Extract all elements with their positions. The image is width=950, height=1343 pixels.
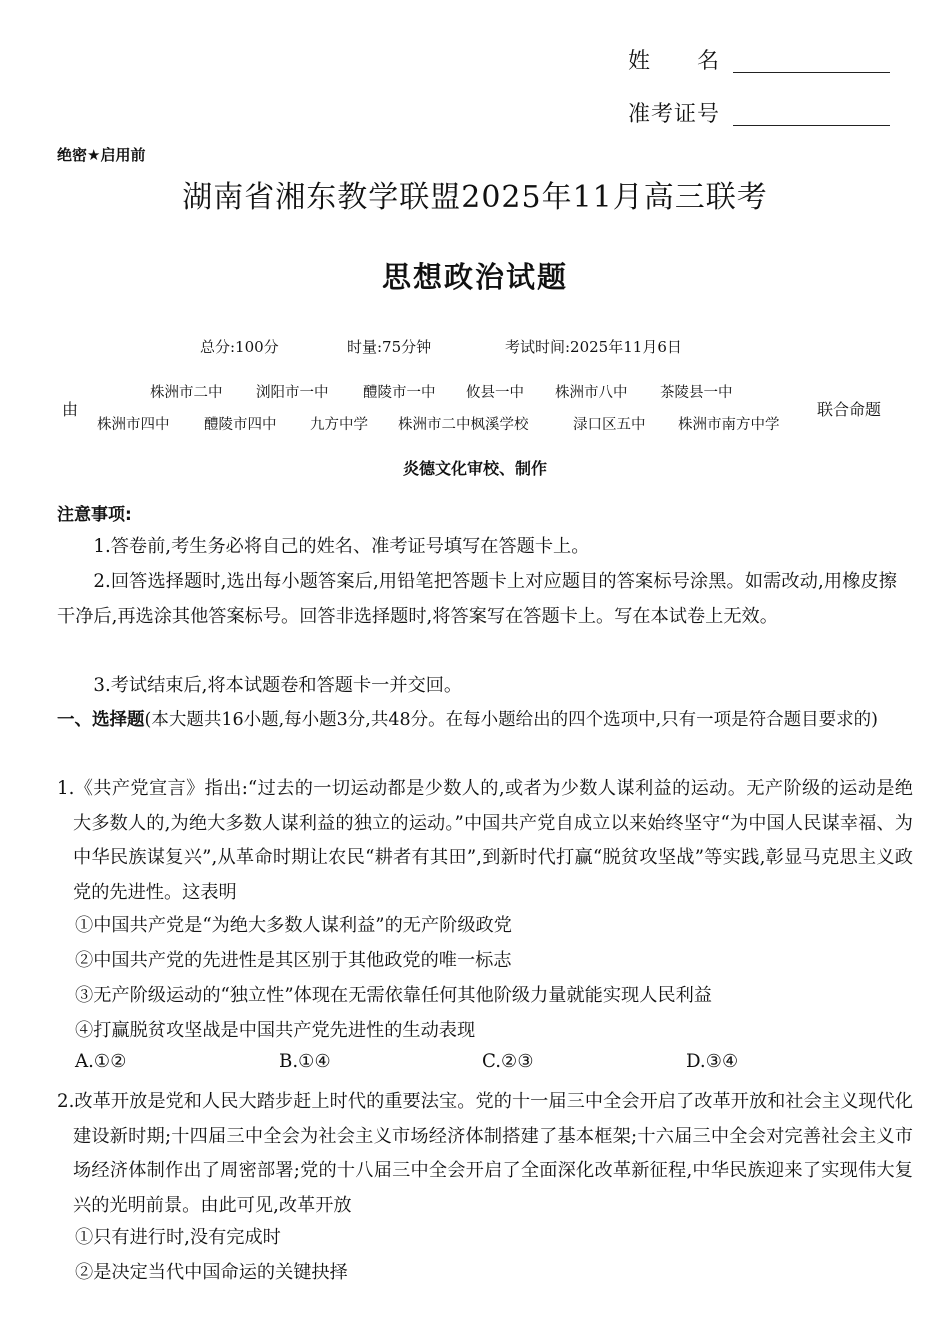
choice-b[interactable]: B.①④	[279, 1051, 331, 1072]
school-name: 醴陵市四中	[204, 417, 277, 433]
school-name: 株洲市二中枫溪学校	[398, 417, 529, 433]
notice-item: 2.回答选择题时,选出每小题答案后,用铅笔把答题卡上对应题目的答案标号涂黑。如需改动,用橡皮擦干净后,再选涂其他答案标号。回答非选择题时,将答案写在答题卡上。写在本试卷上无效。	[57, 571, 897, 627]
statement: ②是决定当代中国命运的关键抉择	[75, 1262, 348, 1283]
exam-id-label: 准考证号	[628, 102, 721, 127]
section-title: 一、选择题	[57, 710, 145, 730]
notice-item: 1.答卷前,考生务必将自己的姓名、准考证号填写在答题卡上。	[93, 536, 590, 557]
school-name: 渌口区五中	[573, 417, 646, 433]
notice-item: 3.考试结束后,将本试题卷和答题卡一并交回。	[93, 675, 463, 696]
name-field-line[interactable]	[733, 72, 890, 73]
school-name: 攸县一中	[466, 385, 524, 401]
statement: ①只有进行时,没有完成时	[75, 1227, 281, 1248]
choice-c[interactable]: C.②③	[482, 1051, 534, 1072]
section-heading	[57, 703, 897, 738]
total-score: 总分:100分	[200, 338, 279, 356]
statement: ②中国共产党的先进性是其区别于其他政党的唯一标志	[75, 950, 512, 971]
question-stem: 2.改革开放是党和人民大踏步赶上时代的重要法宝。党的十一届三中全会开启了改革开放和社会主义现代化建设新时期;十四届三中全会为社会主义市场经济体制搭建了基本框架;十六届三中全会对完善社会主义市场经济体制作出了周密部署;党的十八届三中全会开启了全面深化改革新征程,中华民族迎来了实现伟大复兴的光明前景。由此可见,改革开放	[57, 1091, 913, 1216]
school-name: 株洲市二中	[150, 385, 223, 401]
school-name: 株洲市八中	[555, 385, 628, 401]
subject-title: 思想政治试题	[381, 260, 568, 294]
school-name: 株洲市四中	[97, 417, 170, 433]
exam-date: 考试时间:2025年11月6日	[505, 338, 682, 356]
exam-title: 湖南省湘东教学联盟2025年11月高三联考	[182, 180, 768, 215]
confidential-mark: 绝密★启用前	[57, 146, 146, 164]
school-name: 株洲市南方中学	[678, 417, 780, 433]
by-label: 由	[62, 400, 79, 419]
school-name: 浏阳市一中	[256, 385, 329, 401]
section-description: (本大题共16小题,每小题3分,共48分。在每小题给出的四个选项中,只有一项是符合题目要求的)	[144, 710, 879, 730]
question-stem: 1.《共产党宣言》指出:“过去的一切运动都是少数人的,或者为少数人谋利益的运动。无产阶级的运动是绝大多数人的,为绝大多数人谋利益的独立的运动。”中国共产党自成立以来始终坚守“为中国人民谋幸福、为中华民族谋复兴”,从革命时期让农民“耕者有其田”,到新时代打赢“脱贫攻坚战”等实践,彰显马克思主义政党的先进性。这表明	[57, 778, 913, 903]
notice-heading: 注意事项:	[57, 505, 132, 525]
exam-id-field-line[interactable]	[733, 125, 890, 126]
choice-a[interactable]: A.①②	[75, 1051, 127, 1072]
school-name: 醴陵市一中	[363, 385, 436, 401]
school-name: 茶陵县一中	[660, 385, 733, 401]
school-name: 九方中学	[310, 417, 368, 433]
statement: ④打赢脱贫攻坚战是中国共产党先进性的生动表现	[75, 1020, 476, 1041]
name-label: 姓 名	[628, 49, 721, 74]
statement: ①中国共产党是“为绝大多数人谋利益”的无产阶级政党	[75, 915, 512, 936]
joint-proposition-label: 联合命题	[817, 400, 882, 419]
duration: 时量:75分钟	[347, 338, 432, 356]
statement: ③无产阶级运动的“独立性”体现在无需依靠任何其他阶级力量就能实现人民利益	[75, 985, 712, 1006]
review-note: 炎德文化审校、制作	[402, 459, 547, 478]
choice-d[interactable]: D.③④	[686, 1051, 739, 1072]
